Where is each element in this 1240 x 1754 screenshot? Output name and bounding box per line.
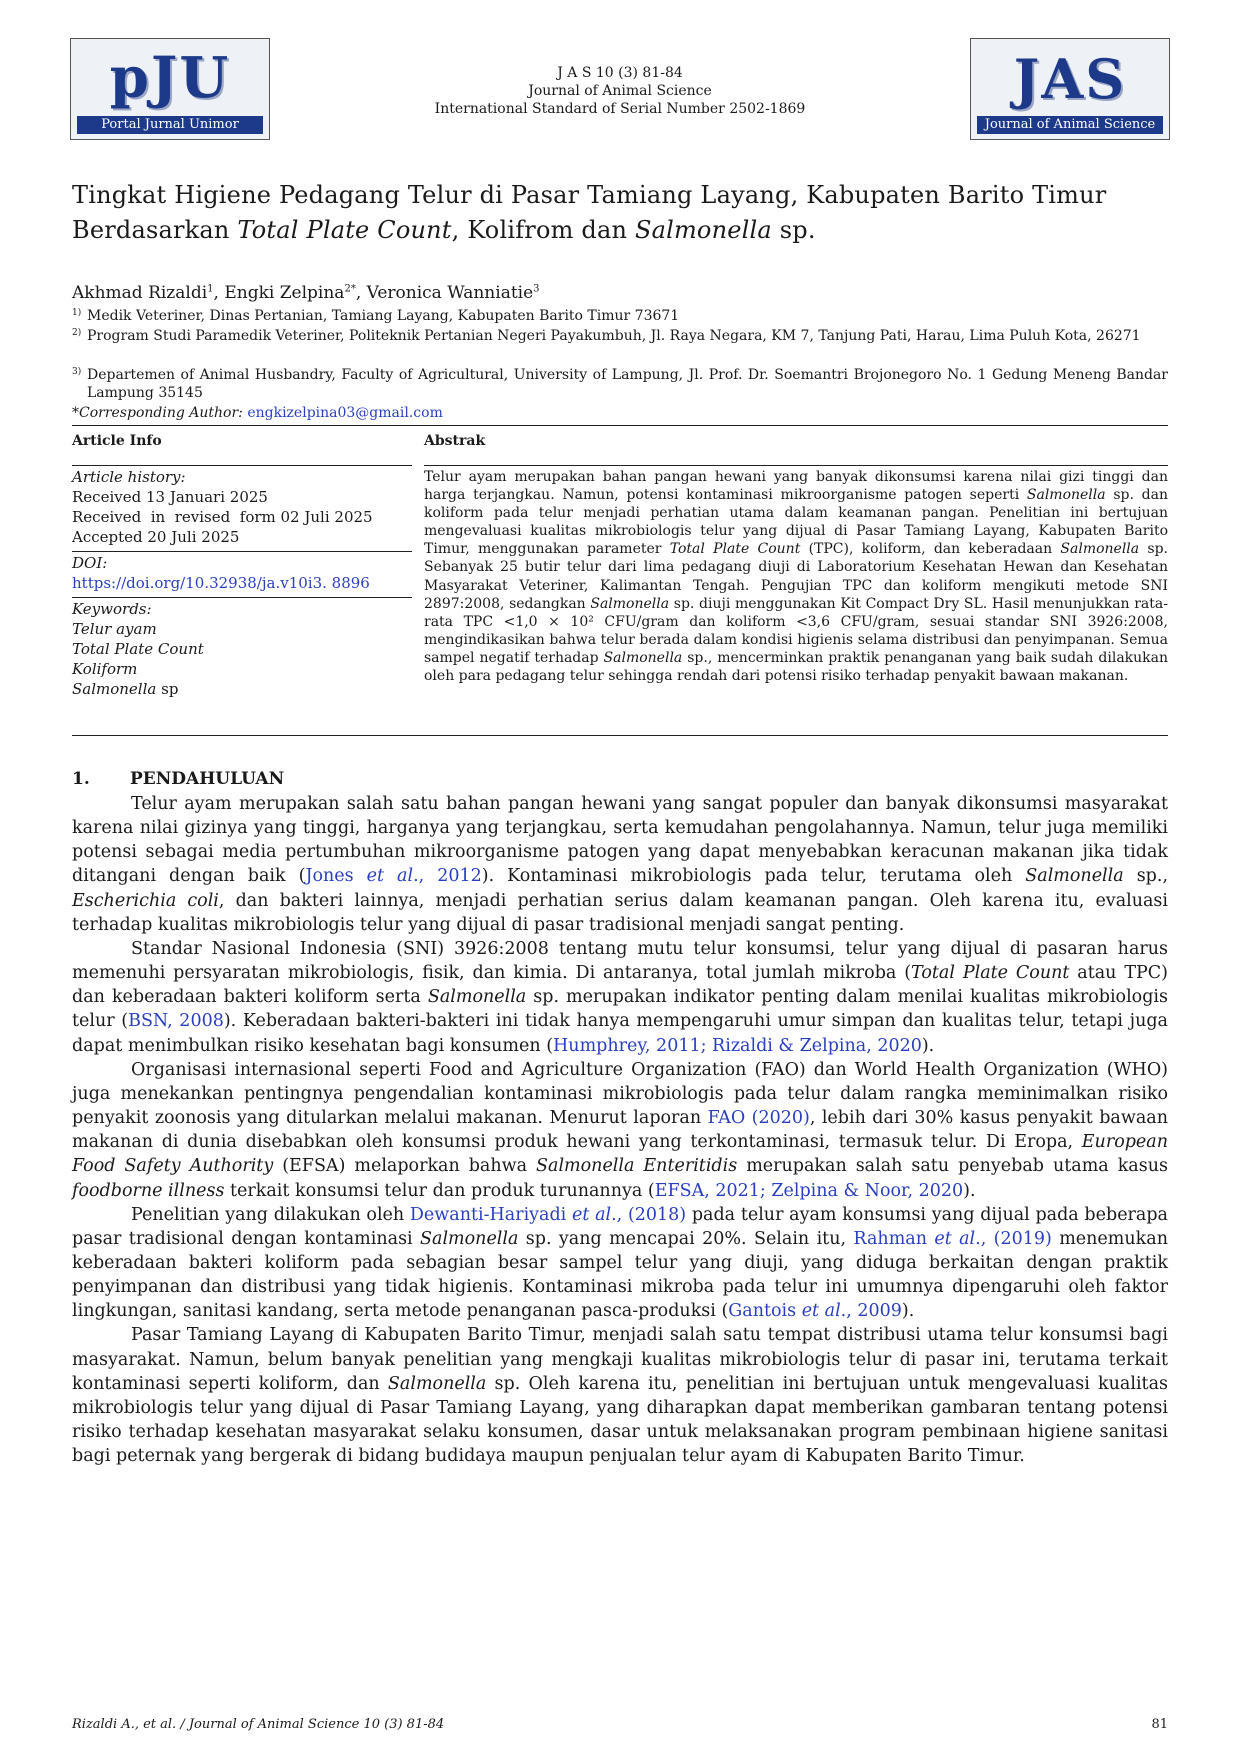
- affiliation-1: [72, 307, 1168, 325]
- abstract-run: sp. diuji menggunakan Kit Compact Dry SL. Hasil menunjukkan rata-rata TPC <1,0 × 10² CFU/gram dan koliform <3,6 CFU/gram, sesuai standar SNI 3926:2008, mengindikasikan bahwa telur berada dalam kondisi higienis selama distribusi dan penyimpanan. Semua sampel negatif terhadap: [424, 595, 1168, 666]
- text-run: pada telur ayam konsumsi yang dijual pada beberapa pasar tradisional dengan kontaminasi: [72, 1204, 1168, 1249]
- section-number: 1.: [72, 769, 90, 789]
- text-run: Organisasi internasional seperti Food and Agriculture Organization (FAO) dan World Health Organization (WHO) juga menekankan pentingnya pengendalian kontaminasi mikrobiologis pada telur dalam rangka meminimalkan risiko penyakit zoonosis yang ditularkan melalui makanan. Menurut laporan: [72, 1059, 1168, 1129]
- citation-italic: et al: [366, 866, 414, 887]
- affiliation-text: Medik Veteriner, Dinas Pertanian, Tamiang Layang, Kabupaten Barito Timur 73671: [87, 308, 680, 324]
- revised-date: Received in revised form 02 Juli 2025: [72, 508, 373, 526]
- section-heading: [72, 769, 285, 789]
- page-number: 81: [1151, 1717, 1168, 1732]
- citation-text: ., (2019): [975, 1228, 1052, 1249]
- paragraph-4: [72, 1203, 1168, 1324]
- text-run: sp. yang mencapai 20%. Selain itu,: [518, 1228, 854, 1249]
- citation-link[interactable]: BSN, 2008: [128, 1011, 224, 1032]
- jas-logo-mark: JAS: [1013, 47, 1127, 111]
- text-run: menemukan keberadaan bakteri koliform pada sebagian besar sampel telur yang diuji, yang diduga berkaitan dengan praktik penyimpanan dan distribusi yang tidak higienis. Kontaminasi mikroba pada telur ini umumnya dipengaruhi oleh faktor lingkungan, sanitasi kandang, serta metode penanganan pasca-produksi (: [72, 1228, 1168, 1322]
- section-title: PENDAHULUAN: [130, 769, 285, 789]
- title-text: Berdasarkan: [72, 216, 238, 244]
- italic-run: Salmonella: [427, 987, 527, 1008]
- keyword-item: Koliform: [72, 660, 138, 678]
- citation-text: Jones: [305, 866, 367, 887]
- body-text: [72, 792, 1168, 1468]
- journal-issn: International Standard of Serial Number 2502-1869: [434, 101, 806, 117]
- affiliation-3: [72, 366, 1168, 402]
- text-run: , dan bakteri lainnya, menjadi perhatian serius dalam keamanan pangan. Oleh karena itu, evaluasi terhadap kualitas mikrobiologis telur yang dijual di pasar tradisional menjadi sangat penting.: [72, 890, 1169, 935]
- info-rule: [72, 597, 412, 598]
- citation-link[interactable]: Humphrey, 2011; Rizaldi & Zelpina, 2020: [553, 1035, 922, 1056]
- abstract-run: (TPC), koliform, dan keberadaan: [800, 541, 1061, 558]
- citation-text: ., 2009: [840, 1301, 902, 1322]
- keyword-item: Total Plate Count: [72, 640, 204, 658]
- paragraph-1: [72, 792, 1168, 937]
- italic-run: Salmonella: [420, 1228, 519, 1249]
- info-rule: [72, 551, 412, 552]
- abstract-rule: [424, 465, 1168, 466]
- doi-label: DOI:: [72, 554, 108, 572]
- text-run: (EFSA) melaporkan bahwa: [273, 1156, 537, 1177]
- citation-text: ., 2012: [413, 866, 482, 887]
- citation-text: Rahman: [853, 1228, 935, 1249]
- jas-logo: [970, 38, 1170, 140]
- italic-run: Escherichia coli: [72, 890, 219, 911]
- text-run: Penelitian yang dilakukan oleh: [131, 1204, 410, 1225]
- text-run: Standar Nasional Indonesia (SNI) 3926:2008 tentang mutu telur konsumsi, telur yang dijual di pasaran harus memenuhi persyaratan mikrobiologis, fisik, dan kimia. Di antaranya, total jumlah mikroba (: [72, 938, 1168, 984]
- text-run: ).: [921, 1035, 935, 1056]
- citation-link[interactable]: [305, 866, 481, 886]
- affiliation-text: Program Studi Paramedik Veteriner, Politeknik Pertanian Negeri Payakumbuh, Jl. Raya Negara, KM 7, Tanjung Pati, Harau, Lima Puluh Kota, 26271: [87, 328, 1141, 344]
- abstract-italic: Salmonella: [1060, 541, 1140, 558]
- text-run: Pasar Tamiang Layang di Kabupaten Barito Timur, menjadi salah satu tempat distribusi utama telur konsumsi bagi masyarakat. Namun, belum banyak penelitian yang mengkaji kualitas mikrobiologis telur di pasar ini, terutama terkait kontaminasi seperti koliform, dan: [72, 1325, 1168, 1394]
- citation-link[interactable]: [728, 1301, 902, 1321]
- italic-run: Total Plate Count: [911, 963, 1070, 984]
- keyword-item: [72, 680, 178, 699]
- keywords-label: Keywords:: [72, 600, 152, 618]
- paper-title: [72, 178, 1168, 248]
- author-sup: 1: [207, 283, 214, 295]
- text-run: ). Keberadaan bakteri-bakteri ini tidak hanya mempengaruhi umur simpan dan kualitas telur, tetapi juga dapat menimbulkan risiko kesehatan bagi konsumen (: [72, 1011, 1168, 1056]
- italic-run: foodborne illness: [72, 1180, 225, 1201]
- author-name: Engki Zelpina: [224, 283, 345, 303]
- title-italic: Salmonella: [634, 216, 772, 244]
- info-top-rule: [72, 425, 1168, 426]
- citation-link[interactable]: [410, 1205, 686, 1225]
- corresponding-label: *Corresponding Author:: [72, 405, 248, 421]
- abstract-italic: Salmonella: [603, 649, 683, 666]
- text-run: , lebih dari 30% kasus penyakit bawaan makanan di dunia disebabkan oleh konsumsi produk hewani yang terkontaminasi, termasuk telur. Di Eropa,: [72, 1108, 1168, 1153]
- journal-name: Journal of Animal Science: [528, 83, 712, 99]
- italic-run: European Food Safety Authority: [72, 1132, 1168, 1177]
- title-text: sp.: [771, 216, 816, 244]
- author-sup: 3: [533, 283, 540, 295]
- citation-italic: et al: [801, 1301, 841, 1322]
- paragraph-5: [72, 1323, 1168, 1468]
- affiliation-text: Departemen of Animal Husbandry, Faculty of Agricultural, University of Lampung, Jl. Prof. Dr. Soemantri Brojonegoro No. 1 Gedung Meneng Bandar Lampung 35145: [87, 367, 1168, 401]
- affiliation-2: [72, 327, 1168, 345]
- abstract-run: sp., mencerminkan praktik penanganan yang baik sudah dilakukan oleh para pedagang telur sehingga rendah dari potensi risiko terhadap penyakit bawaan makanan.: [424, 649, 1169, 685]
- keyword-item: Telur ayam: [72, 620, 157, 638]
- text-run: terkait konsumsi telur dan produk turunannya (: [224, 1180, 655, 1201]
- keyword-italic: Salmonella: [72, 680, 157, 698]
- affiliation-number: 3): [72, 367, 82, 377]
- text-run: ).: [901, 1301, 915, 1322]
- title-line-1: Tingkat Higiene Pedagang Telur di Pasar Tamiang Layang, Kabupaten Barito Timur: [72, 181, 1107, 209]
- citation-text: Gantois: [728, 1301, 802, 1322]
- text-run: ).: [963, 1180, 976, 1201]
- abstract-text: [424, 468, 1168, 685]
- text-run: sp. merupakan indikator penting dalam menilai kualitas mikrobiologis telur (: [72, 987, 1168, 1032]
- title-italic: Total Plate Count: [237, 216, 452, 244]
- italic-run: Salmonella: [387, 1373, 487, 1394]
- author-sup: 2*: [344, 283, 356, 295]
- received-date: Received 13 Januari 2025: [72, 488, 268, 506]
- author-name: Akhmad Rizaldi: [72, 283, 208, 303]
- italic-run: Salmonella Enteritidis: [536, 1156, 738, 1177]
- abstract-italic: Total Plate Count: [669, 541, 801, 558]
- journal-volume: J A S 10 (3) 81-84: [557, 65, 683, 81]
- corresponding-author: [72, 404, 1168, 422]
- text-run: sp. Oleh karena itu, penelitian ini bertujuan untuk mengevaluasi kualitas mikrobiologis telur yang dijual di Pasar Tamiang Layang, yang diharapkan dapat memberikan gambaran tentang potensi risiko terhadap kesehatan masyarakat selaku konsumen, dasar untuk melaksanakan program pembinaan higiene sanitasi bagi peternak yang bergerak di bidang budidaya maupun penjualan telur ayam di Kabupaten Barito Timur.: [72, 1373, 1168, 1467]
- abstract-run: sp. dan koliform pada telur menjadi perhatian utama dalam keamanan pangan. Penelitian ini bertujuan mengevaluasi kualitas mikrobiologis telur yang dijual di Pasar Tamiang Layang, Kabupaten Barito Timur, menggunakan parameter: [424, 487, 1168, 558]
- jas-logo-caption: Journal of Animal Science: [977, 116, 1163, 134]
- abstract-italic: Salmonella: [1026, 487, 1106, 504]
- info-left-rule: [72, 465, 412, 466]
- history-label: Article history:: [72, 468, 186, 486]
- paragraph-2: [72, 937, 1168, 1058]
- citation-italic: et al: [571, 1204, 612, 1225]
- text-run: sp.,: [1123, 866, 1169, 887]
- text-run: atau TPC) dan keberadaan bakteri koliform serta: [72, 963, 1168, 1008]
- abstract-run: Telur ayam merupakan bahan pangan hewani yang banyak dikonsumsi karena nilai gizi tinggi dan harga terjangkau. Namun, potensi kontaminasi mikroorganisme patogen seperti: [424, 469, 1168, 504]
- author-list: Akhmad Rizaldi$^1$, Engki Zelpina$^{2*}$, Veronica Wanniatie$^3$: [72, 283, 540, 303]
- citation-text: ., (2018): [611, 1204, 687, 1225]
- text-run: Telur ayam merupakan salah satu bahan pangan hewani yang sangat populer dan banyak dikonsumsi masyarakat karena nilai gizinya yang tinggi, harganya yang terjangkau, serta kemudahan pengolahannya. Namun, telur juga memiliki potensi sebagai media pertumbuhan mikroorganisme patogen yang dapat menyebabkan keracunan makanan jika tidak ditangani dengan baik (: [72, 794, 1168, 887]
- paragraph-3: [72, 1058, 1168, 1203]
- abstract-run: sp. Sebanyak 25 butir telur dari lima pedagang diuji di Laboratorium Kesehatan Hewan dan Kesehatan Masyarakat Veteriner, Kalimantan Tengah. Pengujian TPC dan koliform mengikuti metode SNI 2897:2008, sedangkan: [424, 541, 1168, 612]
- italic-run: Salmonella: [1025, 866, 1124, 887]
- abstract-italic: Salmonella: [590, 595, 670, 612]
- pju-logo-mark: pJU: [109, 45, 231, 111]
- citation-link[interactable]: EFSA, 2021; Zelpina & Noor, 2020: [654, 1180, 964, 1201]
- citation-text: Dewanti-Hariyadi: [409, 1204, 572, 1225]
- corresponding-email-link[interactable]: engkizelpina03@gmail.com: [247, 405, 443, 421]
- accepted-date: Accepted 20 Juli 2025: [72, 528, 240, 546]
- doi-link[interactable]: https://doi.org/10.32938/ja.v10i3. 8896: [72, 574, 370, 592]
- title-text: , Kolifrom dan: [451, 216, 635, 244]
- author-name: Veronica Wanniatie: [366, 283, 534, 303]
- info-bottom-rule: [72, 735, 1168, 736]
- affiliation-number: 1): [72, 308, 82, 318]
- text-run: ). Kontaminasi mikrobiologis pada telur, terutama oleh: [481, 866, 1026, 887]
- citation-italic: et al: [934, 1228, 976, 1249]
- footer-citation: Rizaldi A., et al. / Journal of Animal Science 10 (3) 81-84: [72, 1717, 445, 1732]
- title-line-2: [72, 213, 1168, 248]
- text-run: merupakan salah satu penyebab utama kasus: [737, 1156, 1168, 1177]
- citation-link[interactable]: [853, 1229, 1051, 1249]
- citation-link[interactable]: FAO (2020): [707, 1108, 810, 1129]
- affiliation-number: 2): [72, 328, 82, 338]
- abstract-heading: Abstrak: [424, 433, 486, 449]
- article-info-heading: Article Info: [72, 433, 162, 449]
- keyword-suffix: sp: [156, 680, 179, 698]
- pju-logo-caption: Portal Jurnal Unimor: [77, 116, 263, 134]
